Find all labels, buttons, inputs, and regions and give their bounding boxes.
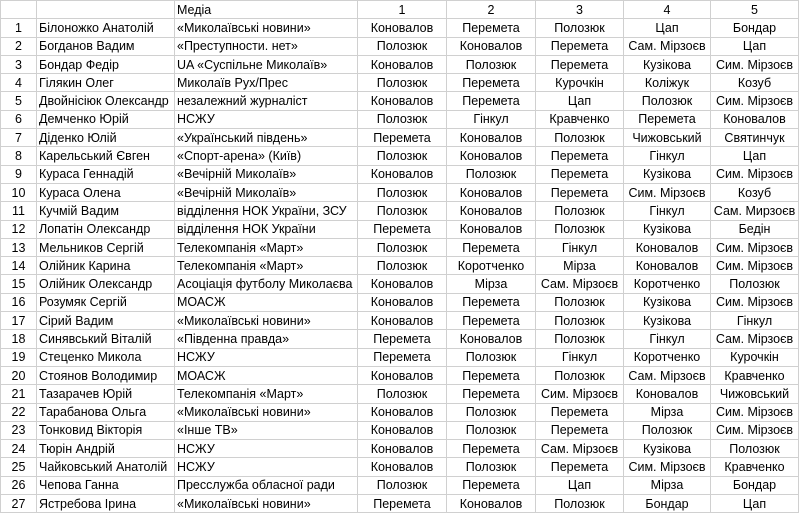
- person-name-cell[interactable]: Тазарачев Юрій: [37, 385, 175, 403]
- person-name-cell[interactable]: Карельський Євген: [37, 147, 175, 165]
- row-number[interactable]: 19: [1, 348, 37, 366]
- media-cell[interactable]: «Миколаївські новини»: [175, 403, 358, 421]
- vote-cell-5[interactable]: Святинчук: [711, 129, 799, 147]
- table-row: [1, 458, 799, 476]
- header-col-4[interactable]: 4: [624, 1, 711, 19]
- table-row: [1, 147, 799, 165]
- vote-cell-1[interactable]: Коновалов: [358, 440, 447, 458]
- vote-cell-1[interactable]: Полозюк: [358, 147, 447, 165]
- vote-cell-3[interactable]: Мірза: [536, 257, 624, 275]
- vote-cell-1[interactable]: Полозюк: [358, 476, 447, 494]
- vote-cell-4[interactable]: Полозюк: [624, 421, 711, 439]
- row-number[interactable]: 23: [1, 421, 37, 439]
- vote-cell-5[interactable]: Гінкул: [711, 312, 799, 330]
- header-col-3[interactable]: 3: [536, 1, 624, 19]
- table-row: [1, 403, 799, 421]
- person-name-cell[interactable]: Олійник Карина: [37, 257, 175, 275]
- person-name-cell[interactable]: Чайковський Анатолій: [37, 458, 175, 476]
- media-cell[interactable]: НСЖУ: [175, 110, 358, 128]
- row-number[interactable]: 10: [1, 183, 37, 201]
- vote-cell-5[interactable]: Коновалов: [711, 110, 799, 128]
- vote-cell-3[interactable]: Полозюк: [536, 202, 624, 220]
- person-name-cell[interactable]: Білоножко Анатолій: [37, 19, 175, 37]
- table-row: [1, 110, 799, 128]
- row-number[interactable]: 22: [1, 403, 37, 421]
- vote-cell-3[interactable]: Цап: [536, 476, 624, 494]
- vote-cell-4[interactable]: Коновалов: [624, 257, 711, 275]
- media-cell[interactable]: «Український південь»: [175, 129, 358, 147]
- vote-cell-2[interactable]: Полозюк: [447, 55, 536, 73]
- vote-cell-2[interactable]: Коновалов: [447, 220, 536, 238]
- person-name-cell[interactable]: Бондар Федір: [37, 55, 175, 73]
- vote-cell-2[interactable]: Коновалов: [447, 330, 536, 348]
- header-col-5[interactable]: 5: [711, 1, 799, 19]
- table-row: [1, 495, 799, 513]
- vote-cell-5[interactable]: Бедін: [711, 220, 799, 238]
- vote-cell-3[interactable]: Сам. Мірзоєв: [536, 275, 624, 293]
- vote-cell-2[interactable]: Перемета: [447, 293, 536, 311]
- vote-cell-2[interactable]: Перемета: [447, 238, 536, 256]
- vote-cell-3[interactable]: Перемета: [536, 147, 624, 165]
- person-name-cell[interactable]: Синявський Віталій: [37, 330, 175, 348]
- vote-cell-4[interactable]: Коліжук: [624, 74, 711, 92]
- vote-cell-4[interactable]: Сим. Мірзоєв: [624, 458, 711, 476]
- vote-cell-4[interactable]: Коротченко: [624, 275, 711, 293]
- media-cell[interactable]: «Вечірній Миколаїв»: [175, 165, 358, 183]
- vote-cell-4[interactable]: Коновалов: [624, 385, 711, 403]
- vote-cell-5[interactable]: Сим. Мірзоєв: [711, 55, 799, 73]
- vote-cell-1[interactable]: Коновалов: [358, 165, 447, 183]
- vote-cell-1[interactable]: Коновалов: [358, 19, 447, 37]
- vote-cell-1[interactable]: Перемета: [358, 129, 447, 147]
- row-number[interactable]: 25: [1, 458, 37, 476]
- person-name-cell[interactable]: Розумяк Сергій: [37, 293, 175, 311]
- vote-cell-1[interactable]: Коновалов: [358, 92, 447, 110]
- vote-cell-1[interactable]: Коновалов: [358, 312, 447, 330]
- vote-cell-3[interactable]: Перемета: [536, 37, 624, 55]
- row-number[interactable]: 12: [1, 220, 37, 238]
- table-row: [1, 37, 799, 55]
- table-row: [1, 275, 799, 293]
- media-cell[interactable]: НСЖУ: [175, 440, 358, 458]
- media-cell[interactable]: «Вечірній Миколаїв»: [175, 183, 358, 201]
- vote-cell-5[interactable]: Цап: [711, 37, 799, 55]
- media-cell[interactable]: «Інше ТВ»: [175, 421, 358, 439]
- table-row: [1, 293, 799, 311]
- table-row: [1, 385, 799, 403]
- vote-cell-1[interactable]: Полозюк: [358, 257, 447, 275]
- vote-cell-4[interactable]: Цап: [624, 19, 711, 37]
- vote-cell-5[interactable]: Сим. Мірзоєв: [711, 238, 799, 256]
- table-row: [1, 183, 799, 201]
- header-row: [1, 1, 799, 19]
- vote-cell-1[interactable]: Перемета: [358, 495, 447, 513]
- vote-cell-1[interactable]: Полозюк: [358, 110, 447, 128]
- media-cell[interactable]: «Спорт-арена» (Київ): [175, 147, 358, 165]
- table-row: [1, 257, 799, 275]
- vote-cell-1[interactable]: Коновалов: [358, 293, 447, 311]
- table-row: [1, 348, 799, 366]
- vote-cell-3[interactable]: Полозюк: [536, 366, 624, 384]
- vote-cell-2[interactable]: Коновалов: [447, 129, 536, 147]
- table-row: [1, 476, 799, 494]
- vote-cell-4[interactable]: Кузікова: [624, 440, 711, 458]
- media-cell[interactable]: НСЖУ: [175, 458, 358, 476]
- vote-cell-5[interactable]: Бондар: [711, 19, 799, 37]
- vote-cell-5[interactable]: Кравченко: [711, 458, 799, 476]
- vote-cell-2[interactable]: Коновалов: [447, 183, 536, 201]
- vote-cell-2[interactable]: Перемета: [447, 19, 536, 37]
- vote-cell-5[interactable]: Сим. Мірзоєв: [711, 293, 799, 311]
- media-cell[interactable]: «Миколаївські новини»: [175, 19, 358, 37]
- vote-cell-5[interactable]: Сим. Мірзоєв: [711, 257, 799, 275]
- media-cell[interactable]: відділення НОК України: [175, 220, 358, 238]
- person-name-cell[interactable]: Мельников Сергій: [37, 238, 175, 256]
- person-name-cell[interactable]: Діденко Юлій: [37, 129, 175, 147]
- vote-cell-3[interactable]: Гінкул: [536, 238, 624, 256]
- vote-cell-5[interactable]: Сим. Мірзоєв: [711, 92, 799, 110]
- row-number[interactable]: 6: [1, 110, 37, 128]
- vote-cell-3[interactable]: Перемета: [536, 183, 624, 201]
- person-name-cell[interactable]: Стоянов Володимир: [37, 366, 175, 384]
- vote-cell-2[interactable]: Перемета: [447, 476, 536, 494]
- vote-cell-4[interactable]: Гінкул: [624, 202, 711, 220]
- media-cell[interactable]: «Південна правда»: [175, 330, 358, 348]
- vote-cell-1[interactable]: Полозюк: [358, 238, 447, 256]
- person-name-cell[interactable]: Кураса Геннадій: [37, 165, 175, 183]
- vote-cell-3[interactable]: Курочкін: [536, 74, 624, 92]
- person-name-cell[interactable]: Тюрін Андрій: [37, 440, 175, 458]
- vote-cell-3[interactable]: Полозюк: [536, 312, 624, 330]
- vote-cell-3[interactable]: Полозюк: [536, 129, 624, 147]
- media-cell[interactable]: незалежний журналіст: [175, 92, 358, 110]
- row-number[interactable]: 18: [1, 330, 37, 348]
- vote-cell-5[interactable]: Сим. Мірзоєв: [711, 165, 799, 183]
- vote-cell-5[interactable]: Сам. Мирзоєв: [711, 202, 799, 220]
- vote-cell-2[interactable]: Коновалов: [447, 202, 536, 220]
- vote-cell-3[interactable]: Сим. Мірзоєв: [536, 385, 624, 403]
- vote-cell-2[interactable]: Перемета: [447, 366, 536, 384]
- vote-cell-2[interactable]: Мірза: [447, 275, 536, 293]
- vote-cell-4[interactable]: Мірза: [624, 476, 711, 494]
- row-number[interactable]: 26: [1, 476, 37, 494]
- vote-cell-2[interactable]: Перемета: [447, 440, 536, 458]
- vote-cell-3[interactable]: Перемета: [536, 458, 624, 476]
- table-row: [1, 220, 799, 238]
- person-name-cell[interactable]: Гілякин Олег: [37, 74, 175, 92]
- person-name-cell[interactable]: Кучмій Вадим: [37, 202, 175, 220]
- vote-cell-4[interactable]: Кузікова: [624, 55, 711, 73]
- vote-cell-5[interactable]: Полозюк: [711, 275, 799, 293]
- vote-cell-4[interactable]: Чижовський: [624, 129, 711, 147]
- vote-cell-2[interactable]: Полозюк: [447, 165, 536, 183]
- vote-cell-2[interactable]: Коновалов: [447, 37, 536, 55]
- row-number[interactable]: 27: [1, 495, 37, 513]
- vote-cell-3[interactable]: Цап: [536, 92, 624, 110]
- row-number[interactable]: 5: [1, 92, 37, 110]
- header-num[interactable]: [1, 1, 37, 19]
- vote-cell-3[interactable]: Сам. Мірзоєв: [536, 440, 624, 458]
- person-name-cell[interactable]: Ястребова Ірина: [37, 495, 175, 513]
- person-name-cell[interactable]: Демченко Юрій: [37, 110, 175, 128]
- row-number[interactable]: 2: [1, 37, 37, 55]
- media-cell[interactable]: Телекомпанія «Март»: [175, 238, 358, 256]
- row-number[interactable]: 9: [1, 165, 37, 183]
- row-number[interactable]: 7: [1, 129, 37, 147]
- table-row: [1, 74, 799, 92]
- vote-cell-3[interactable]: Полозюк: [536, 293, 624, 311]
- row-number[interactable]: 3: [1, 55, 37, 73]
- vote-cell-1[interactable]: Перемета: [358, 330, 447, 348]
- vote-cell-2[interactable]: Перемета: [447, 74, 536, 92]
- vote-cell-2[interactable]: Гінкул: [447, 110, 536, 128]
- vote-cell-4[interactable]: Бондар: [624, 495, 711, 513]
- media-cell[interactable]: МОАСЖ: [175, 293, 358, 311]
- row-number[interactable]: 4: [1, 74, 37, 92]
- vote-cell-1[interactable]: Полозюк: [358, 74, 447, 92]
- vote-cell-3[interactable]: Перемета: [536, 403, 624, 421]
- media-cell[interactable]: «Преступности. нет»: [175, 37, 358, 55]
- person-name-cell[interactable]: Чепова Ганна: [37, 476, 175, 494]
- table-row: [1, 440, 799, 458]
- vote-cell-4[interactable]: Кузікова: [624, 220, 711, 238]
- table-row: [1, 330, 799, 348]
- vote-cell-4[interactable]: Сам. Мірзоєв: [624, 366, 711, 384]
- table-row: [1, 238, 799, 256]
- vote-cell-1[interactable]: Коновалов: [358, 55, 447, 73]
- vote-cell-4[interactable]: Гінкул: [624, 147, 711, 165]
- vote-cell-1[interactable]: Коновалов: [358, 458, 447, 476]
- media-cell[interactable]: «Миколаївські новини»: [175, 495, 358, 513]
- table-row: [1, 55, 799, 73]
- vote-cell-5[interactable]: Цап: [711, 495, 799, 513]
- vote-cell-4[interactable]: Сам. Мірзоєв: [624, 37, 711, 55]
- media-cell[interactable]: Асоціація футболу Миколаєва: [175, 275, 358, 293]
- media-cell[interactable]: Миколаїв Рух/Прес: [175, 74, 358, 92]
- person-name-cell[interactable]: Олійник Олександр: [37, 275, 175, 293]
- table-row: [1, 421, 799, 439]
- table-row: [1, 366, 799, 384]
- vote-cell-4[interactable]: Сим. Мірзоєв: [624, 183, 711, 201]
- vote-cell-2[interactable]: Полозюк: [447, 403, 536, 421]
- person-name-cell[interactable]: Стеценко Микола: [37, 348, 175, 366]
- vote-cell-1[interactable]: Коновалов: [358, 403, 447, 421]
- header-col-2[interactable]: 2: [447, 1, 536, 19]
- row-number[interactable]: 8: [1, 147, 37, 165]
- vote-cell-4[interactable]: Коновалов: [624, 238, 711, 256]
- vote-cell-5[interactable]: Цап: [711, 147, 799, 165]
- media-cell[interactable]: UA «Суспільне Миколаїв»: [175, 55, 358, 73]
- vote-cell-1[interactable]: Полозюк: [358, 183, 447, 201]
- vote-cell-4[interactable]: Кузікова: [624, 312, 711, 330]
- table-row: [1, 19, 799, 37]
- vote-cell-3[interactable]: Кравченко: [536, 110, 624, 128]
- header-media[interactable]: Медіа: [175, 1, 358, 19]
- vote-cell-2[interactable]: Полозюк: [447, 458, 536, 476]
- row-number[interactable]: 20: [1, 366, 37, 384]
- person-name-cell[interactable]: Тонковид Вікторія: [37, 421, 175, 439]
- vote-cell-4[interactable]: Полозюк: [624, 92, 711, 110]
- table-row: [1, 92, 799, 110]
- vote-cell-5[interactable]: Козуб: [711, 183, 799, 201]
- vote-cell-1[interactable]: Полозюк: [358, 37, 447, 55]
- vote-cell-4[interactable]: Коротченко: [624, 348, 711, 366]
- person-name-cell[interactable]: Тарабанова Ольга: [37, 403, 175, 421]
- vote-cell-5[interactable]: Сим. Мірзоєв: [711, 421, 799, 439]
- vote-cell-4[interactable]: Кузікова: [624, 165, 711, 183]
- vote-cell-3[interactable]: Полозюк: [536, 330, 624, 348]
- table-row: [1, 165, 799, 183]
- vote-cell-5[interactable]: Чижовський: [711, 385, 799, 403]
- vote-cell-5[interactable]: Кравченко: [711, 366, 799, 384]
- row-number[interactable]: 1: [1, 19, 37, 37]
- person-name-cell[interactable]: Лопатін Олександр: [37, 220, 175, 238]
- media-cell[interactable]: Пресслужба обласної ради: [175, 476, 358, 494]
- vote-cell-3[interactable]: Полозюк: [536, 495, 624, 513]
- vote-cell-1[interactable]: Коновалов: [358, 366, 447, 384]
- vote-cell-3[interactable]: Гінкул: [536, 348, 624, 366]
- vote-cell-3[interactable]: Перемета: [536, 421, 624, 439]
- vote-cell-5[interactable]: Сим. Мірзоєв: [711, 403, 799, 421]
- vote-cell-2[interactable]: Перемета: [447, 312, 536, 330]
- vote-cell-1[interactable]: Перемета: [358, 220, 447, 238]
- vote-cell-1[interactable]: Коновалов: [358, 275, 447, 293]
- vote-cell-2[interactable]: Коновалов: [447, 147, 536, 165]
- row-number[interactable]: 15: [1, 275, 37, 293]
- vote-cell-3[interactable]: Полозюк: [536, 19, 624, 37]
- vote-cell-4[interactable]: Кузікова: [624, 293, 711, 311]
- vote-cell-1[interactable]: Коновалов: [358, 421, 447, 439]
- vote-cell-2[interactable]: Полозюк: [447, 421, 536, 439]
- vote-cell-5[interactable]: Полозюк: [711, 440, 799, 458]
- media-cell[interactable]: відділення НОК України, ЗСУ: [175, 202, 358, 220]
- vote-cell-5[interactable]: Бондар: [711, 476, 799, 494]
- header-name[interactable]: [37, 1, 175, 19]
- vote-cell-1[interactable]: Полозюк: [358, 202, 447, 220]
- header-col-1[interactable]: 1: [358, 1, 447, 19]
- vote-cell-5[interactable]: Курочкін: [711, 348, 799, 366]
- person-name-cell[interactable]: Сірий Вадим: [37, 312, 175, 330]
- vote-cell-2[interactable]: Коротченко: [447, 257, 536, 275]
- row-number[interactable]: 13: [1, 238, 37, 256]
- media-cell[interactable]: «Миколаївські новини»: [175, 312, 358, 330]
- row-number[interactable]: 24: [1, 440, 37, 458]
- media-cell[interactable]: Телекомпанія «Март»: [175, 257, 358, 275]
- table-row: [1, 202, 799, 220]
- vote-cell-2[interactable]: Перемета: [447, 92, 536, 110]
- row-number[interactable]: 17: [1, 312, 37, 330]
- row-number[interactable]: 14: [1, 257, 37, 275]
- vote-cell-3[interactable]: Перемета: [536, 165, 624, 183]
- person-name-cell[interactable]: Богданов Вадим: [37, 37, 175, 55]
- media-cell[interactable]: МОАСЖ: [175, 366, 358, 384]
- row-number[interactable]: 21: [1, 385, 37, 403]
- row-number[interactable]: 11: [1, 202, 37, 220]
- vote-cell-1[interactable]: Полозюк: [358, 385, 447, 403]
- vote-cell-3[interactable]: Перемета: [536, 55, 624, 73]
- table-row: [1, 312, 799, 330]
- vote-cell-4[interactable]: Перемета: [624, 110, 711, 128]
- row-number[interactable]: 16: [1, 293, 37, 311]
- vote-cell-2[interactable]: Коновалов: [447, 495, 536, 513]
- media-cell[interactable]: Телекомпанія «Март»: [175, 385, 358, 403]
- vote-cell-4[interactable]: Мірза: [624, 403, 711, 421]
- vote-cell-1[interactable]: Перемета: [358, 348, 447, 366]
- person-name-cell[interactable]: Кураса Олена: [37, 183, 175, 201]
- media-cell[interactable]: НСЖУ: [175, 348, 358, 366]
- vote-cell-5[interactable]: Сам. Мірзоєв: [711, 330, 799, 348]
- vote-cell-4[interactable]: Гінкул: [624, 330, 711, 348]
- vote-cell-3[interactable]: Полозюк: [536, 220, 624, 238]
- person-name-cell[interactable]: Двойнісіюк Олександр: [37, 92, 175, 110]
- vote-cell-2[interactable]: Перемета: [447, 385, 536, 403]
- vote-cell-2[interactable]: Полозюк: [447, 348, 536, 366]
- vote-cell-5[interactable]: Козуб: [711, 74, 799, 92]
- table-row: [1, 129, 799, 147]
